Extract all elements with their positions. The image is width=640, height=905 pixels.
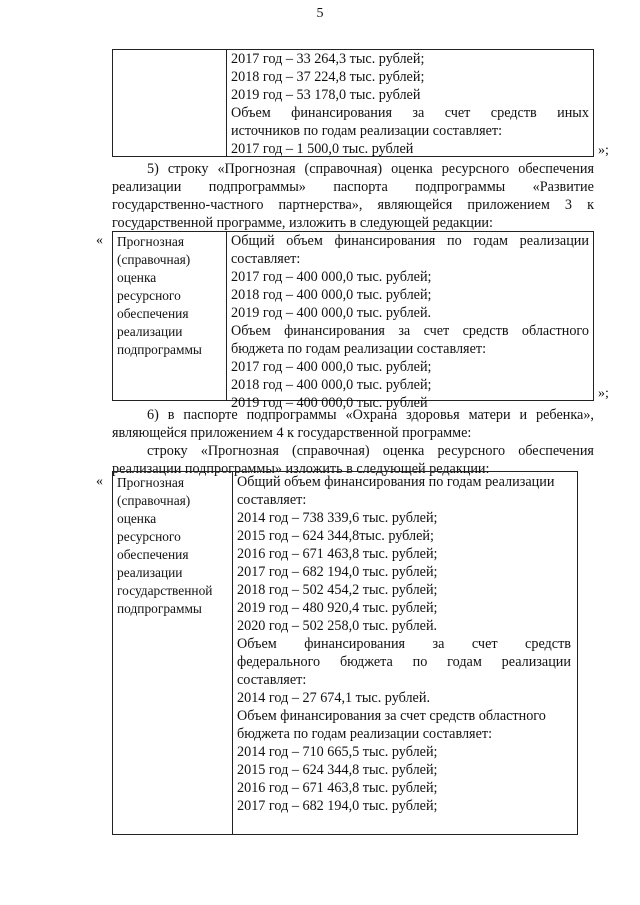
paragraph-5-line: 5) строку «Прогнозная (справочная) оценка ресурсного обеспечения: [147, 161, 594, 177]
year-line: 2017 год – 400 000,0 тыс. рублей;: [231, 269, 432, 285]
total-financing-line: Общий объем финансирования по годам реализации: [231, 233, 589, 249]
table-line: составляет:: [237, 492, 307, 508]
paragraph-5-line: государственно-частного партнерства», являющейся приложением 3 к: [112, 197, 594, 213]
table-line: 2018 год – 37 224,8 тыс. рублей;: [231, 69, 425, 85]
opening-quote-mark: «: [96, 474, 103, 489]
page-number: 5: [316, 6, 324, 21]
left-cell-line: реализации: [117, 565, 183, 580]
left-cell-line: подпрограммы: [117, 342, 202, 357]
left-cell-line: (справочная): [117, 493, 191, 508]
table-left-cell: [113, 50, 227, 156]
maternal-child-health-financing-table: [112, 471, 578, 835]
closing-quote-mark: »;: [598, 386, 609, 401]
table-left-cell: [113, 232, 227, 400]
federal-budget-line: федерального бюджета по годам реализации: [237, 654, 571, 670]
left-cell-line: государственной: [117, 583, 213, 598]
left-cell-line: подпрограммы: [117, 601, 202, 616]
table-line: составляет:: [237, 672, 307, 688]
opening-quote-mark: «: [96, 233, 103, 248]
year-line: 2019 год – 400 000,0 тыс. рублей: [231, 395, 428, 411]
paragraph-5-line: реализации подпрограммы» паспорта подпрограммы «Развитие: [112, 179, 594, 195]
paragraph-6-line: 6) в паспорте подпрограммы «Охрана здоровья матери и ребенка»,: [147, 407, 594, 423]
table-line: бюджета по годам реализации составляет:: [231, 341, 487, 357]
paragraph-6-line: реализации подпрограммы» изложить в следующей редакции:: [112, 461, 490, 477]
subprogram-ppp-financing-table: [112, 231, 594, 411]
financing-table-continued: [112, 49, 594, 157]
left-cell-line: оценка: [117, 511, 157, 526]
left-cell-line: Прогнозная: [117, 475, 184, 490]
table-line: 2017 год – 33 264,3 тыс. рублей;: [231, 51, 425, 67]
left-cell-line: (справочная): [117, 252, 191, 267]
left-cell-line: Прогнозная: [117, 234, 184, 249]
year-line: 2016 год – 671 463,8 тыс. рублей;: [237, 780, 438, 796]
left-cell-line: ресурсного: [117, 288, 181, 303]
year-line: 2019 год – 480 920,4 тыс. рублей;: [237, 600, 438, 616]
table-right-cell: [227, 50, 593, 156]
left-cell-line: оценка: [117, 270, 157, 285]
year-line: 2018 год – 400 000,0 тыс. рублей;: [231, 377, 432, 393]
left-cell-line: ресурсного: [117, 529, 181, 544]
regional-budget-line: Объем финансирования за счет средств областного: [237, 708, 546, 724]
year-line: 2014 год – 738 339,6 тыс. рублей;: [237, 510, 438, 526]
year-line: 2017 год – 682 194,0 тыс. рублей;: [237, 798, 438, 814]
table-line: Общий объем финансирования по годам реализации: [237, 474, 555, 490]
year-line: 2018 год – 502 454,2 тыс. рублей;: [237, 582, 438, 598]
table-line: источников по годам реализации составляет:: [231, 123, 503, 139]
table-right-cell: [227, 232, 593, 411]
year-line: 2016 год – 671 463,8 тыс. рублей;: [237, 546, 438, 562]
table-left-cell: [113, 472, 233, 834]
year-line: 2018 год – 400 000,0 тыс. рублей;: [231, 287, 432, 303]
left-cell-line: обеспечения: [117, 306, 189, 321]
table-line: 2017 год – 1 500,0 тыс. рублей: [231, 141, 414, 157]
left-cell-line: реализации: [117, 324, 183, 339]
federal-budget-line: Объем финансирования за счет средств: [237, 636, 571, 652]
left-cell-line: обеспечения: [117, 547, 189, 562]
closing-quote-mark: »;: [598, 143, 609, 158]
year-line: 2019 год – 400 000,0 тыс. рублей.: [231, 305, 432, 321]
paragraph-5-line: государственной программе, изложить в следующей редакции:: [112, 215, 493, 231]
table-line: 2019 год – 53 178,0 тыс. рублей: [231, 87, 421, 103]
year-line: 2015 год – 624 344,8 тыс. рублей;: [237, 762, 438, 778]
other-sources-line: Объем финансирования за счет средств иных: [231, 105, 589, 121]
year-line: 2017 год – 400 000,0 тыс. рублей;: [231, 359, 432, 375]
paragraph-6-line: являющейся приложением 4 к государственной программе:: [112, 425, 472, 441]
year-line: 2020 год – 502 258,0 тыс. рублей.: [237, 618, 438, 634]
year-line: 2017 год – 682 194,0 тыс. рублей;: [237, 564, 438, 580]
table-line: бюджета по годам реализации составляет:: [237, 726, 493, 742]
year-line: 2014 год – 710 665,5 тыс. рублей;: [237, 744, 438, 760]
year-line: 2015 год – 624 344,8тыс. рублей;: [237, 528, 434, 544]
table-right-cell: [233, 472, 577, 834]
regional-budget-line: Объем финансирования за счет средств областного: [231, 323, 589, 339]
table-line: составляет:: [231, 251, 301, 267]
year-line: 2014 год – 27 674,1 тыс. рублей.: [237, 690, 430, 706]
paragraph-6-line: строку «Прогнозная (справочная) оценка ресурсного обеспечения: [147, 443, 594, 459]
